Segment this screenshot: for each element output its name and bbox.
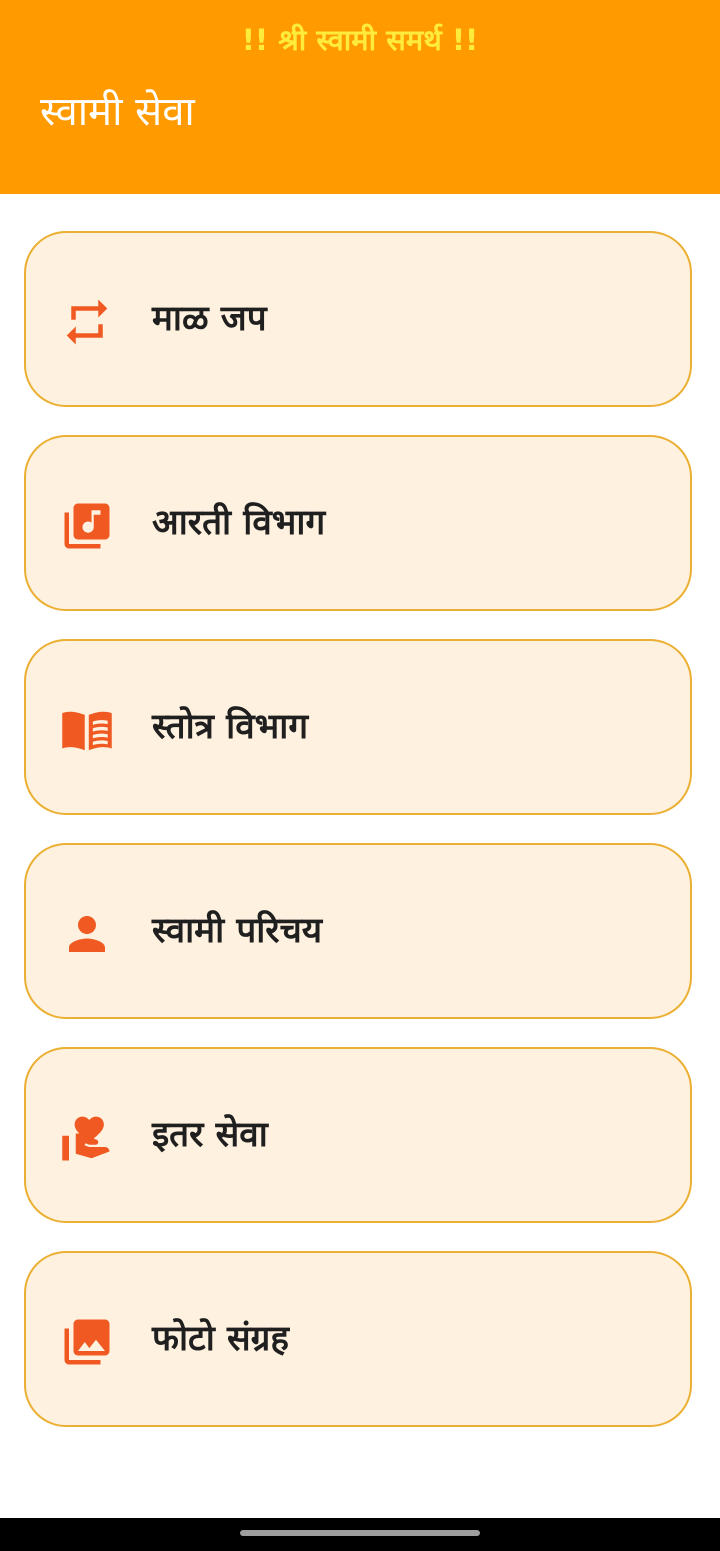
menu-item-stotra-vibhag[interactable] bbox=[24, 639, 692, 815]
person-icon bbox=[60, 907, 114, 961]
page-title: स्वामी सेवा bbox=[40, 89, 195, 135]
app-bar bbox=[0, 0, 720, 194]
menu-item-label: इतर सेवा bbox=[152, 1115, 268, 1155]
menu-item-itar-seva[interactable] bbox=[24, 1047, 692, 1223]
open-book-icon bbox=[60, 703, 114, 757]
menu-item-label: स्तोत्र विभाग bbox=[152, 707, 309, 747]
menu-item-label: फोटो संग्रह bbox=[152, 1319, 289, 1359]
system-navigation-bar bbox=[0, 1518, 720, 1551]
menu-item-label: माळ जप bbox=[152, 299, 267, 339]
home-gesture-handle[interactable] bbox=[240, 1530, 480, 1536]
volunteer-heart-icon bbox=[60, 1111, 114, 1165]
menu-item-swami-parichay[interactable] bbox=[24, 843, 692, 1019]
menu-item-photo-sangrah[interactable] bbox=[24, 1251, 692, 1427]
menu-item-mala-jap[interactable] bbox=[24, 231, 692, 407]
banner-text: !! श्री स्वामी समर्थ !! bbox=[241, 23, 479, 57]
menu-item-aarti-vibhag[interactable] bbox=[24, 435, 692, 611]
photo-library-icon bbox=[60, 1315, 114, 1369]
menu-item-label: आरती विभाग bbox=[152, 503, 326, 543]
music-library-icon bbox=[60, 499, 114, 553]
repeat-icon bbox=[60, 295, 114, 349]
menu-item-label: स्वामी परिचय bbox=[152, 911, 323, 951]
